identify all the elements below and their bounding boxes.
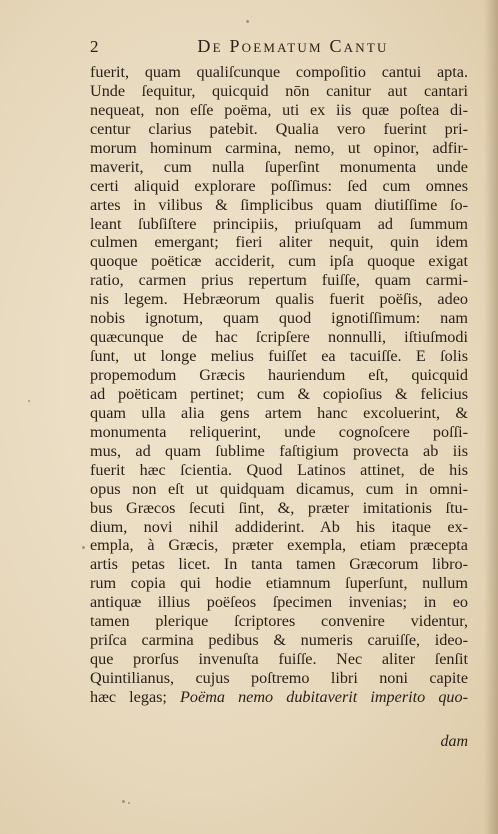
text-line: rum copia qui hodie etiamnum ſuperſunt, nullum xyxy=(90,574,468,593)
text-line: monumenta reliquerint, unde cognoſcere poſſi- xyxy=(90,422,468,441)
catchword: dam xyxy=(440,733,468,750)
ink-speck xyxy=(128,802,130,804)
text-line: morum hominum carmina, nemo, ut opinor, adfir- xyxy=(90,138,468,157)
text-line: bus Græcos ſecuti ſint, &, præter imitationis ſtu- xyxy=(90,498,468,517)
body-text xyxy=(90,63,468,707)
text-line: nobis ignotum, quam quod ignotiſſimum: nam xyxy=(90,309,468,328)
text-line: Quintilianus, cujus poſtremo libri noni capite xyxy=(90,669,468,687)
text-line: antiquæ illius poëſeos ſpecimen invenias; in eo xyxy=(90,593,468,612)
running-title: De Poematum Cantu xyxy=(197,36,389,56)
text-line: artes in vilibus & ſimplicibus quam diutiſſime ſo- xyxy=(90,195,468,214)
text-line: que prorſus invenuſta fuiſſe. Nec aliter ſenſit xyxy=(90,650,468,669)
text-line-final xyxy=(90,688,468,707)
text-line: centur clarius patebit. Qualia vero fuerint pri- xyxy=(90,119,468,138)
ink-speck xyxy=(28,400,30,402)
text-line: fuerit, quam qualiſcunque compoſitio cantui apta. xyxy=(90,63,468,81)
text-line: fuerit hæc ſcientia. Quod Latinos attinet, de his xyxy=(90,460,468,479)
text-line: ratio, carmen prius repertum fuiſſe, quam carmi- xyxy=(90,271,468,290)
ink-speck xyxy=(122,800,125,803)
text-line: mus, ad quam ſublime faſtigium provecta ab iis xyxy=(90,441,468,460)
text-line: propemodum Græcis hauriendum eſt, quicquid xyxy=(90,366,468,384)
text-line: quæcunque de hac ſcripſere nonnulli, iſtiuſmodi xyxy=(90,328,468,347)
text-line: artis petas licet. In tanta tamen Græcorum libro- xyxy=(90,555,468,574)
text-line: quam ulla alia gens artem hanc excoluerint, & xyxy=(90,403,468,422)
ink-speck xyxy=(246,20,249,23)
text-line: priſca carmina pedibus & numeris caruiſſe, ideo- xyxy=(90,631,468,650)
text-line: certi aliquid explorare poſſimus: ſed cum omnes xyxy=(90,176,468,195)
text-line: leant ſubſiſtere principiis, priuſquam ad ſummum xyxy=(90,214,468,233)
text-line: nis legem. Hebræorum qualis fuerit poëſis, adeo xyxy=(90,290,468,309)
text-line: nequeat, non eſſe poëma, uti ex iis quæ poſtea di- xyxy=(90,100,468,119)
text-line: maverit, cum nulla ſuperſint monumenta unde xyxy=(90,157,468,176)
ink-speck xyxy=(82,546,85,549)
text-line: Unde ſequitur, quicquid nōn canitur aut cantari xyxy=(90,81,468,100)
text-line: empla, à Græcis, præter exempla, etiam præcepta xyxy=(90,536,468,555)
final-line-italic-quote: Poëma nemo dubitaverit imperito quo- xyxy=(180,687,468,706)
page-number: 2 xyxy=(90,37,99,56)
text-line: quoque poëticæ acciderit, cum ipſa quoque exigat xyxy=(90,252,468,271)
text-line: tamen plerique ſcriptores convenire videntur, xyxy=(90,612,468,631)
text-line: ſunt, ut longe melius fuiſſet ea tacuiſſe. E ſolis xyxy=(90,347,468,366)
final-line-roman: hæc legas; xyxy=(90,687,181,706)
text-line: culmen emergant; fieri aliter nequit, quin idem xyxy=(90,233,468,252)
text-line: ad poëticam pertinet; cum & copioſius & felicius xyxy=(90,384,468,403)
text-line: dium, novi nihil addiderint. Ab his itaque ex- xyxy=(90,517,468,536)
text-line: opus non eſt ut quidquam dicamus, cum in omni- xyxy=(90,479,468,498)
page-header xyxy=(90,36,466,64)
